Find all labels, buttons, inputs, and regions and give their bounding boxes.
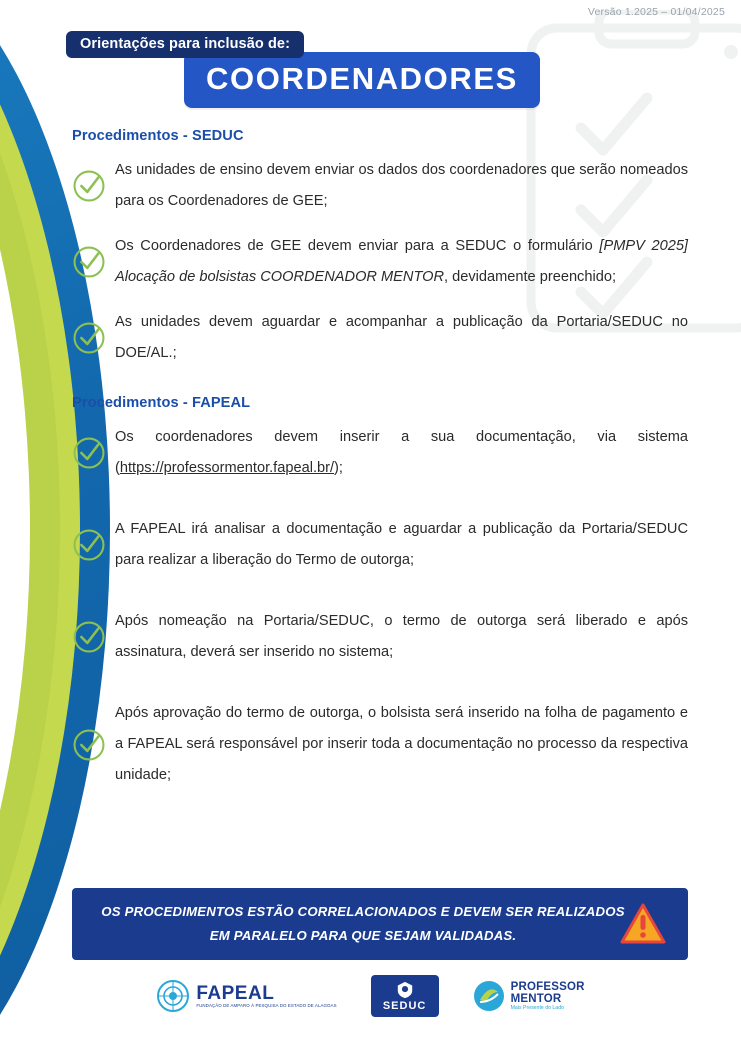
check-circle-icon — [72, 728, 106, 762]
section-heading-fapeal: Procedimentos - FAPEAL — [72, 395, 251, 411]
logo-seduc — [371, 975, 439, 1017]
check-circle-icon — [72, 528, 106, 562]
check-circle-icon — [72, 245, 106, 279]
page-title: COORDENADORES — [184, 52, 540, 108]
list-item-text[interactable]: Os coordenadores devem inserir a sua documentação, via sistema (https://professormentor.fapeal.br/); — [115, 429, 688, 476]
logo-fapeal — [156, 979, 336, 1013]
list-item-text: Os Coordenadores de GEE devem enviar para a SEDUC o formulário [PMPV 2025] Alocação de bolsistas COORDENADOR MENTOR, devidamente preenchido; — [115, 238, 688, 285]
list-item — [72, 231, 688, 293]
warning-banner — [72, 888, 688, 960]
list-item-text: As unidades devem aguardar e acompanhar a publicação da Portaria/SEDUC no DOE/AL.; — [115, 314, 688, 361]
seduc-name: SEDUC — [382, 999, 427, 1012]
warning-banner-text — [101, 900, 658, 948]
seduc-crest-icon — [396, 981, 414, 999]
section-heading-seduc: Procedimentos - SEDUC — [72, 128, 244, 144]
title-kicker: Orientações para inclusão de: — [66, 31, 304, 58]
pm-name-line1: PROFESSOR — [510, 980, 585, 993]
content-area — [72, 128, 688, 805]
list-item — [72, 698, 688, 791]
check-circle-icon — [72, 321, 106, 355]
list-item-text: Após nomeação na Portaria/SEDUC, o termo de outorga será liberado e após assinatura, deverá ser inserido no sistema; — [115, 613, 688, 660]
fapeal-subtitle: FUNDAÇÃO DE AMPARO À PESQUISA DO ESTADO DE ALAGOAS — [196, 1002, 337, 1008]
check-circle-icon — [72, 620, 106, 654]
list-item — [72, 155, 688, 217]
title-block — [66, 31, 686, 108]
fapeal-name: FAPEAL — [196, 982, 275, 1004]
logo-professor-mentor — [473, 980, 585, 1012]
pm-name-line2: MENTOR — [510, 993, 562, 1006]
warning-banner-line2: EM PARALELO PARA QUE SEJAM VALIDADAS. — [209, 928, 517, 943]
pm-subtitle: Mais Presente do Lado — [510, 1004, 564, 1011]
list-item-text: A FAPEAL irá analisar a documentação e aguardar a publicação da Portaria/SEDUC para realizar a liberação do Termo de outorga; — [115, 521, 688, 568]
list-item — [72, 514, 688, 576]
fapeal-wordmark — [196, 984, 336, 1009]
list-item — [72, 307, 688, 369]
check-circle-icon — [72, 169, 106, 203]
professor-mentor-wordmark — [511, 981, 585, 1012]
list-item-text: Após aprovação do termo de outorga, o bolsista será inserido na folha de pagamento e a FAPEAL será responsável por inserir toda a documentação no processo da respectiva unidade; — [115, 705, 688, 783]
version-label: Versão 1.2025 – 01/04/2025 — [587, 6, 725, 18]
list-item — [72, 422, 688, 484]
list-item — [72, 606, 688, 668]
warning-triangle-icon — [620, 902, 666, 946]
check-circle-icon — [72, 436, 106, 470]
list-item-text: As unidades de ensino devem enviar os dados dos coordenadores que serão nomeados para os Coordenadores de GEE; — [115, 162, 688, 209]
footer-logos — [0, 975, 741, 1017]
warning-banner-line1: OS PROCEDIMENTOS ESTÃO CORRELACIONADOS E DEVEM SER REALIZADOS — [101, 904, 625, 919]
professor-mentor-emblem-icon — [473, 980, 505, 1012]
fapeal-emblem-icon — [156, 979, 190, 1013]
